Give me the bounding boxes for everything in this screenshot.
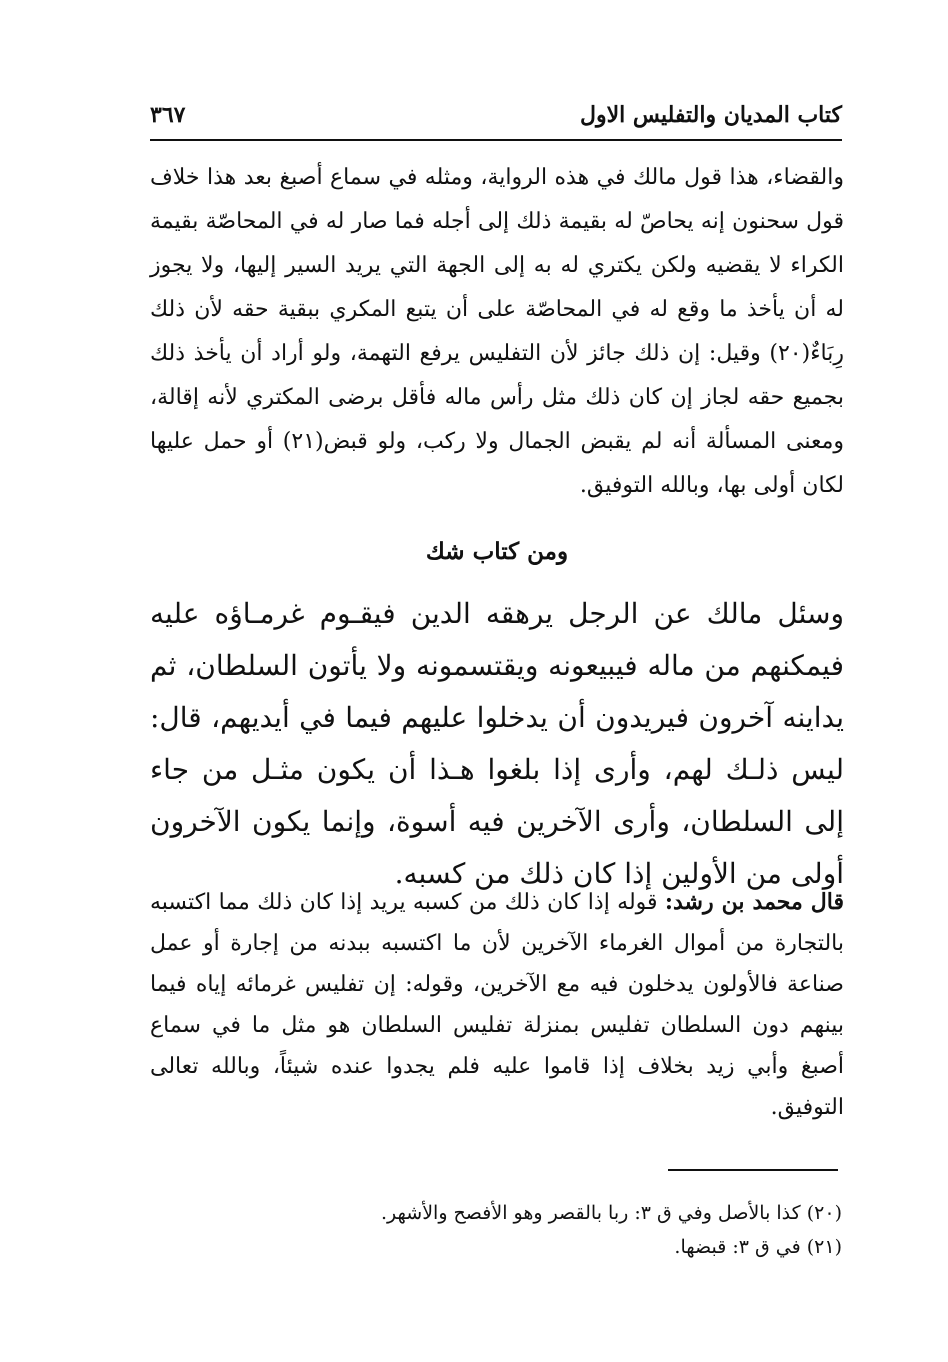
footnotes [300,1196,842,1264]
paragraph-2: وسئل مالك عن الرجل يرهقه الدين فيقـوم غرمـاؤه عليه فيمكنهم من ماله فيبيعونه ويقتسمونه ولا يأتون السلطان، ثم يداينه آخرون فيريدون أن يدخلوا عليهم فيما في أيديهم، قال: ليس ذلـك لهم، وأرى إذا بلغوا هـذا أن يكون مثـل من جاء إلى السلطان، وأرى الآخرين فيه أسوة، وإنما يكون الآخرون أولى من الأولين إذا كان ذلك من كسبه. [150,597,844,890]
paragraph-3 [150,882,844,1128]
running-title: كتاب المديان والتفليس الاول [579,102,842,128]
commentary-lead: قال محمد بن رشد: [664,889,844,915]
section-title: ومن كتاب شك [425,538,569,565]
footnote-21: (٢١) في ق ٣: قبضها. [674,1236,842,1258]
commentary-body: قوله إذا كان ذلك من كسبه يريد إذا كان ذلك مما اكتسبه بالتجارة من أموال الغرماء الآخرين لأن ما اكتسبه ببدنه من إجارة أو عمل صناعة فالأولون يدخلون فيه مع الآخرين، وقوله: إن تفليس غرمائه إياه فيما بينهم دون السلطان تفليس بمنزلة تفليس السلطان هو مثل ما في سماع أصبغ وأبي زيد بخلاف إذا قاموا عليه فلم يجدوا عنده شيئاً، وبالله تعالى التوفيق. [150,890,844,1120]
running-header [150,102,842,136]
page-number: ٣٦٧ [150,102,186,128]
paragraph-1: والقضاء، هذا قول مالك في هذه الرواية، ومثله في سماع أصبغ بعد هذا خلاف قول سحنون إنه يحاصّ له بقيمة ذلك إلى أجله فما صار له في المحاصّة بقيمة الكراء لا يقضيه ولكن يكتري له به إلى الجهة التي يريد السير إليها، ولا يجوز له أن يأخذ ما وقع له في المحاصّة على أن يتبع المكري ببقية حقه لأن ذلك رِبَاءٌ(٢٠) وقيل: إن ذلك جائز لأن التفليس يرفع التهمة، ولو أراد أن يأخذ ذلك بجميع حقه لجاز إن كان ذلك مثل رأس ماله فأقل برضى المكتري لأنه إقالة، ومعنى المسألة أنه لم يقبض الجمال ولا ركب، ولو قبض(٢١) أو حمل عليها لكان أولى بها، وبالله التوفيق. [150,165,845,498]
footnote-20: (٢٠) كذا بالأصل وفي ق ٣: ربا بالقصر وهو الأفصح والأشهر. [381,1202,842,1224]
header-rule [150,139,842,141]
footnote-rule [668,1169,838,1171]
